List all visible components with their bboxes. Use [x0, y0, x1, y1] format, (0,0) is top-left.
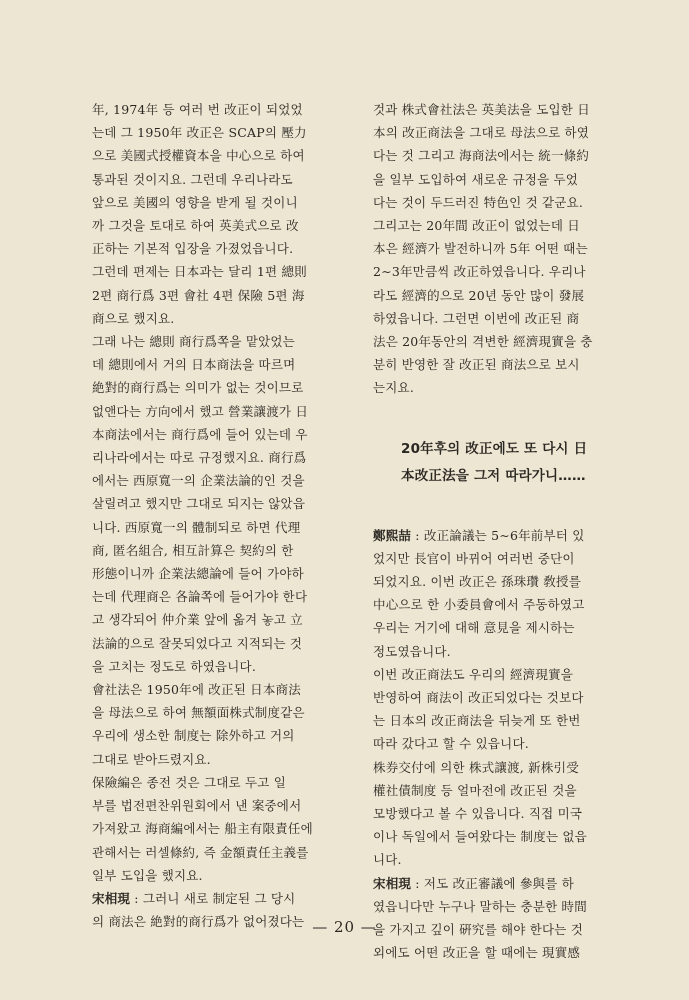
text-line: 商으로 했지요. [92, 310, 175, 326]
text-line: 데 總則에서 거의 日本商法을 따르며 [92, 357, 296, 373]
text-line: 絶對的商行爲는 의미가 없는 것이므로 [92, 380, 304, 396]
text-line: 2∼3年만큼씩 改正하였읍니다. 우리나 [373, 264, 586, 280]
text-line: 니다. 西原寬一의 體制되로 하면 代理 [92, 519, 301, 535]
text-line: 本은 經濟가 발전하니까 5年 어떤 때는 [373, 241, 588, 257]
section-heading [373, 436, 625, 490]
text-line: 그리고는 20年間 改正이 없었는데 日 [373, 218, 580, 234]
text-line: 에서는 西原寬一의 企業法論的인 것을 [92, 473, 305, 489]
left-tail-line-2: 의 商法은 絶對的商行爲가 없어졌다는 [92, 914, 305, 930]
text-line: 모방했다고 볼 수 있읍니다. 직접 미국 [373, 806, 583, 822]
text-line: 하였읍니다. 그런면 이번에 改正된 商 [373, 310, 580, 326]
text-line: 는데 그 1950年 改正은 SCAP의 壓力 [92, 125, 307, 141]
text-line: 고 생각되어 仲介業 앞에 옮겨 놓고 立 [92, 612, 303, 628]
text-line: 는 日本의 改正商法을 뒤늦게 또 한번 [373, 713, 581, 729]
text-line: 商, 匿名組合, 相互計算은 契約의 한 [92, 542, 294, 558]
text-line: 반영하여 商法이 改正되었다는 것보다 [373, 690, 584, 706]
text-line: 리나라에서는 따로 규정했지요. 商行爲 [92, 450, 307, 466]
dialogue-line [373, 524, 625, 547]
text-line: 을 가지고 깊이 硏究를 해야 한다는 것 [373, 922, 584, 938]
text-line: 부를 법전편찬위원회에서 낸 案중에서 [92, 798, 302, 814]
text-line: 까 그것을 토대로 하여 英美式으로 改 [92, 218, 299, 234]
text-line: 을 일부 도입하여 새로운 규정을 두었 [373, 171, 578, 187]
text-line: 保險編은 종전 것은 그대로 두고 일 [92, 774, 286, 790]
text-line: 그래 나는 總則 商行爲쪽을 맡았었는 [92, 334, 295, 350]
text-line: 우리는 거기에 대해 意見을 제시하는 [373, 620, 575, 636]
text-line: 이번 改正商法도 우리의 經濟現實을 [373, 666, 574, 682]
text-line: 그대로 받아드렸지요. [92, 751, 211, 767]
text-line: 을 母法으로 하여 無額面株式制度같은 [92, 705, 305, 721]
text-line: 앞으로 美國의 영향을 받게 될 것이니 [92, 194, 298, 210]
speaker-name: 宋相現 [373, 875, 412, 891]
heading-line-1: 20年후의 改正에도 또 다시 日 [401, 440, 588, 457]
dialogue-text: : 改正論議는 5∼6年前부터 있 [411, 527, 585, 543]
text-line: 法은 20年동안의 격변한 經濟現實을 충 [373, 334, 593, 350]
text-line: 따라 갔다고 할 수 있읍니다. [373, 736, 529, 752]
text-line: 株券交付에 의한 株式讓渡, 新株引受 [373, 759, 579, 775]
text-line: 우리에 생소한 制度는 除外하고 거의 [92, 728, 295, 744]
dialogue-text: : 저도 改正審議에 參與를 하 [411, 875, 574, 891]
text-line: 정도였읍니다. [373, 643, 451, 659]
text-line: 라도 經濟的으로 20년 동안 많이 發展 [373, 287, 585, 303]
text-line: 없앤다는 方向에서 했고 營業讓渡가 日 [92, 403, 309, 419]
speaker-name: 鄭熙喆 [373, 527, 412, 543]
text-line: 權社債制度 등 얼마전에 改正된 것을 [373, 782, 577, 798]
left-tail-line-1 [92, 887, 340, 910]
text-line: 것과 株式會社法은 英美法을 도입한 日 [373, 102, 590, 117]
text-line: 中心으로 한 小委員會에서 주동하였고 [373, 597, 585, 613]
text-line: 正하는 기본적 입장을 가졌었읍니다. [92, 241, 294, 257]
left-column-body [92, 98, 340, 887]
text-line: 本商法에서는 商行爲에 들어 있는데 우 [92, 426, 308, 442]
text-line: 관해서는 러셀條約, 즉 金額責任主義를 [92, 844, 309, 860]
text-line: 통과된 것이지요. 그런데 우리나라도 [92, 171, 293, 187]
text-line: 가져왔고 海商編에서는 船主有限責任에 [92, 821, 313, 837]
text-line: 는지요. [373, 380, 414, 396]
right-column-body [373, 98, 625, 400]
text-line: 분히 반영한 잘 改正된 商法으로 보시 [373, 357, 580, 373]
text-line: 2편 商行爲 3편 會社 4편 保險 5편 海 [92, 287, 305, 303]
text-line: 는데 代理商은 各論쪽에 들어가야 한다 [92, 589, 308, 605]
text-line: 그런데 편제는 日本과는 달리 1편 總則 [92, 264, 307, 280]
text-line: 다는 것 그리고 海商法에서는 統一條約 [373, 148, 590, 164]
text-line: 였읍니다만 누구나 말하는 충분한 時間 [373, 898, 587, 914]
text-line: 形態이니까 企業法總論에 들어 가야하 [92, 566, 304, 582]
speaker-name: 宋相現 [92, 890, 131, 906]
dialogue-line [373, 872, 625, 895]
text-line: 되었지요. 이번 改正은 孫珠瓚 敎授를 [373, 574, 581, 590]
dialogue-body-1 [373, 547, 625, 872]
page-number: — 20 — [312, 918, 377, 936]
text-line: 會社法은 1950年에 改正된 日本商法 [92, 682, 301, 698]
text-line: 年, 1974年 등 여러 번 改正이 되었었 [92, 102, 303, 117]
text-line: 으로 美國式授權資本을 中心으로 하여 [92, 148, 305, 164]
heading-line-2: 本改正法을 그저 따라가니…… [401, 467, 586, 484]
right-column [373, 98, 625, 965]
text-line: 살릴려고 했지만 그대로 되지는 않았읍 [92, 496, 306, 512]
text-line: 法論的으로 잘못되었다고 지적되는 것 [92, 635, 303, 651]
text-line: 다는 것이 두드러진 特色인 것 같군요. [373, 194, 584, 210]
text-line: 외에도 어떤 改正을 할 때에는 現實感 [373, 945, 581, 961]
text-line: 이나 독일에서 들여왔다는 制度는 없읍 [373, 829, 587, 845]
text-line: 일부 도입을 했지요. [92, 867, 203, 883]
text-line: 을 고치는 정도로 하였읍니다. [92, 658, 256, 674]
dialogue-text: : 그러니 새로 制定된 그 당시 [130, 890, 296, 906]
text-line: 本의 改正商法을 그대로 母法으로 하였 [373, 125, 590, 141]
text-line: 었지만 長官이 바뀌어 여러번 중단이 [373, 550, 575, 566]
left-column [92, 98, 340, 933]
text-line: 니다. [373, 852, 402, 868]
